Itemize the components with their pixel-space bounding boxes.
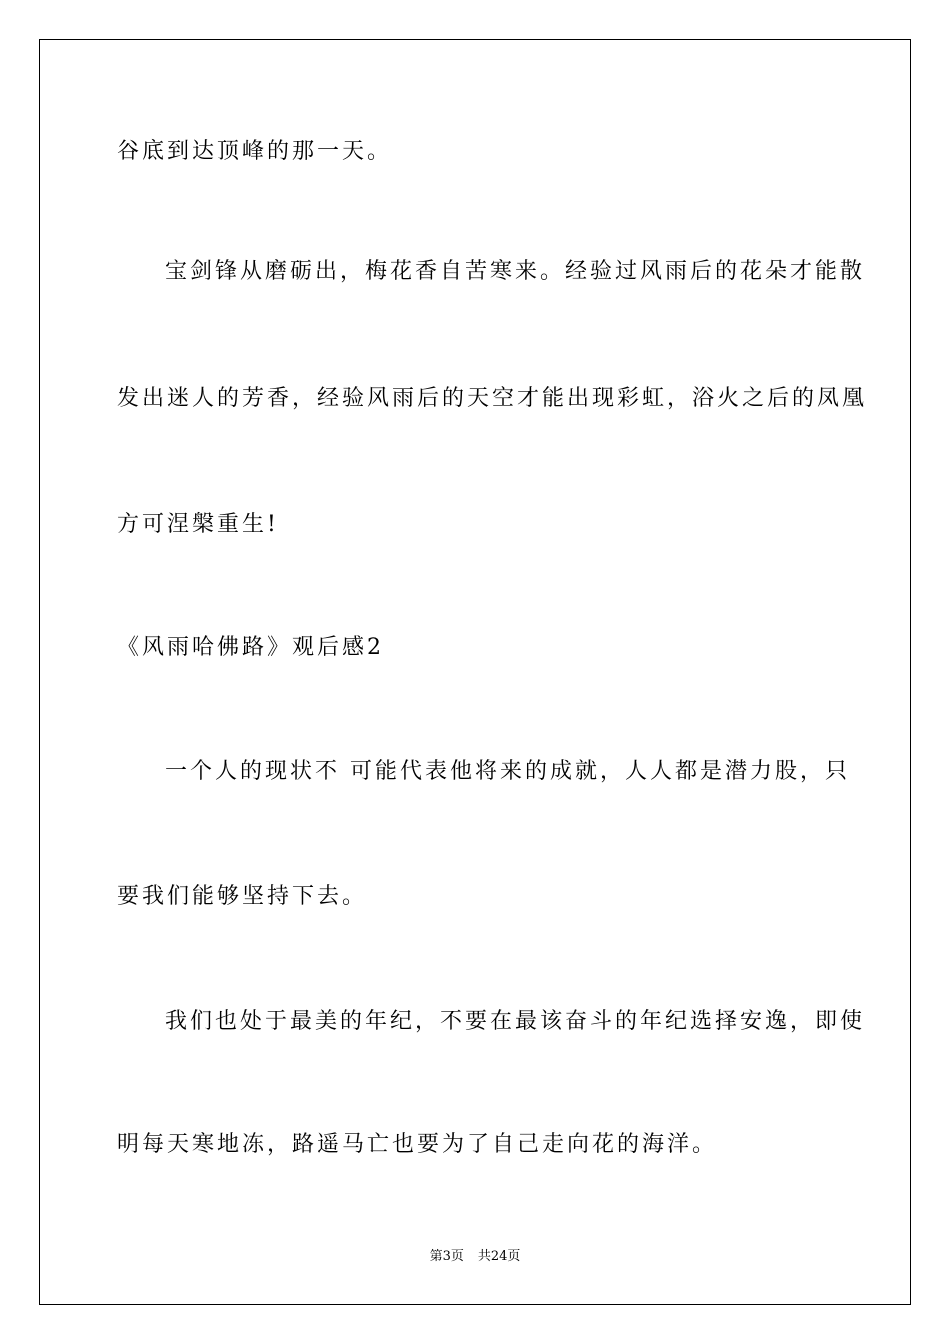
page-total: 共24页 <box>477 1249 521 1264</box>
paragraph-line-5: 要我们能够坚持下去。 <box>117 884 368 909</box>
paragraph-line-4: 一个人的现状不 可能代表他将来的成就，人人都是潜力股，只 <box>165 759 850 784</box>
paragraph-line-1: 宝剑锋从磨砺出，梅花香自苦寒来。经验过风雨后的花朵才能散 <box>165 259 866 284</box>
page-border <box>39 39 911 1305</box>
paragraph-line-2: 发出迷人的芳香，经验风雨后的天空才能出现彩虹，浴火之后的凤凰 <box>117 386 868 411</box>
page-number: 第3页 <box>429 1249 464 1264</box>
paragraph-line-6: 我们也处于最美的年纪，不要在最该奋斗的年纪选择安逸，即使 <box>165 1009 866 1034</box>
page-footer <box>0 1248 950 1266</box>
section-title: 《风雨哈佛路》观后感2 <box>117 635 384 660</box>
paragraph-line-7: 明每天寒地冻，路遥马亡也要为了自己走向花的海洋。 <box>117 1132 718 1157</box>
text-line-1: 谷底到达顶峰的那一天。 <box>117 139 393 164</box>
paragraph-line-3: 方可涅槃重生! <box>117 512 279 537</box>
